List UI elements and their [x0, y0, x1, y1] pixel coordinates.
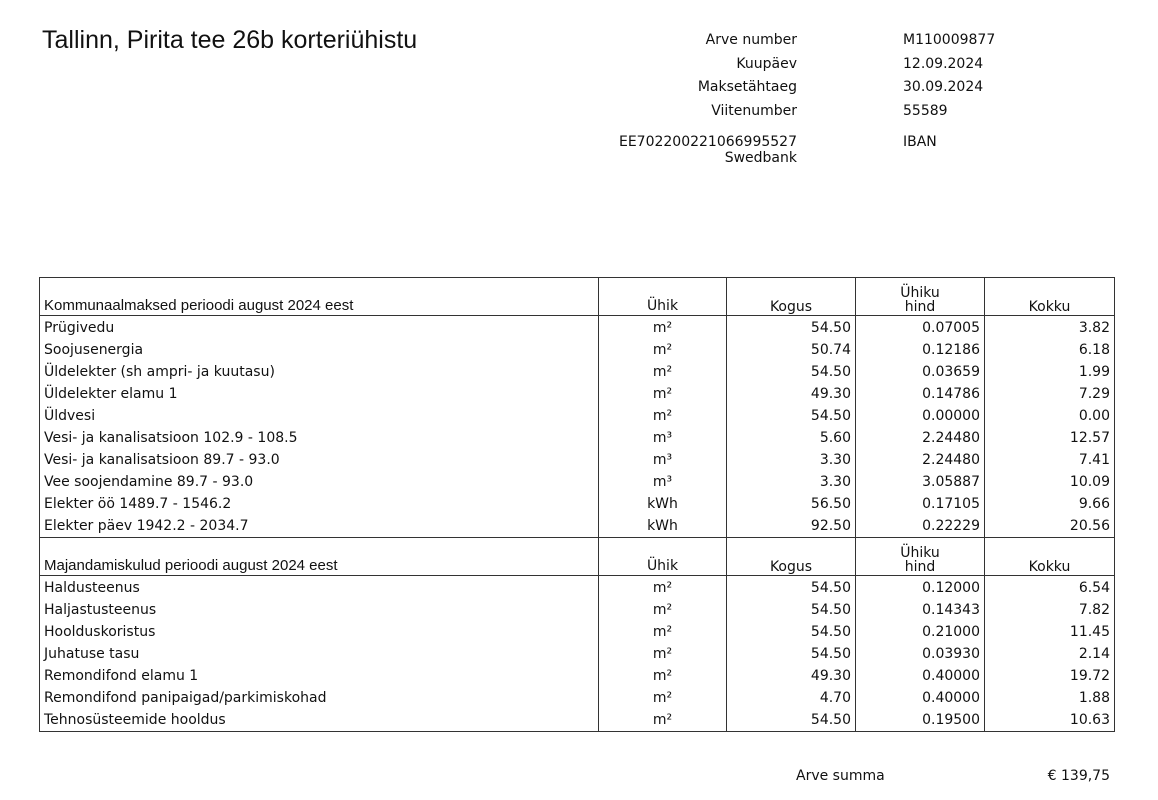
item-total: 3.82 [985, 316, 1115, 340]
item-total: 20.56 [985, 515, 1115, 538]
item-quantity: 50.74 [727, 339, 856, 361]
item-name: Üldvesi [40, 405, 599, 427]
item-unit-price: 0.21000 [856, 621, 985, 643]
col-total-header: Kokku [985, 538, 1115, 576]
bank-name: Swedbank [724, 150, 797, 166]
item-name: Prügivedu [40, 316, 599, 340]
item-quantity: 49.30 [727, 383, 856, 405]
item-total: 7.41 [985, 449, 1115, 471]
due-date-row [600, 78, 1080, 96]
management-section [40, 538, 1115, 732]
date-value: 12.09.2024 [903, 56, 984, 72]
table-row [40, 316, 1115, 340]
item-name: Tehnosüsteemide hooldus [40, 709, 599, 732]
item-unit: kWh [599, 493, 727, 515]
item-unit-price: 2.24480 [856, 427, 985, 449]
table-row [40, 621, 1115, 643]
item-name: Remondifond panipaigad/parkimiskohad [40, 687, 599, 709]
item-name: Haldusteenus [40, 576, 599, 600]
item-name: Vesi- ja kanalisatsioon 89.7 - 93.0 [40, 449, 599, 471]
col-total-header: Kokku [985, 278, 1115, 316]
item-quantity: 54.50 [727, 599, 856, 621]
item-quantity: 3.30 [727, 449, 856, 471]
table-row [40, 576, 1115, 600]
item-quantity: 92.50 [727, 515, 856, 538]
item-total: 2.14 [985, 643, 1115, 665]
item-total: 7.29 [985, 383, 1115, 405]
date-row [600, 55, 1080, 73]
table-row [40, 449, 1115, 471]
table-row [40, 515, 1115, 538]
item-name: Vee soojendamine 89.7 - 93.0 [40, 471, 599, 493]
item-quantity: 49.30 [727, 665, 856, 687]
due-date-label: Maksetähtaeg [697, 79, 797, 95]
item-total: 12.57 [985, 427, 1115, 449]
item-quantity: 54.50 [727, 621, 856, 643]
management-section-title: Majandamiskulud perioodi august 2024 eest [40, 538, 599, 576]
col-price-header-line1: Ühiku [900, 285, 940, 301]
col-unit-header: Ühik [599, 538, 727, 576]
item-name: Elekter päev 1942.2 - 2034.7 [40, 515, 599, 538]
item-unit: m² [599, 599, 727, 621]
page-title: Tallinn, Pirita tee 26b korteriühistu [42, 26, 418, 54]
item-quantity: 5.60 [727, 427, 856, 449]
item-unit-price: 3.05887 [856, 471, 985, 493]
col-price-header [856, 278, 985, 316]
item-unit-price: 0.17105 [856, 493, 985, 515]
invoice-number-value: M110009877 [903, 32, 996, 48]
table-row [40, 687, 1115, 709]
col-price-header [856, 538, 985, 576]
item-name: Vesi- ja kanalisatsioon 102.9 - 108.5 [40, 427, 599, 449]
item-unit-price: 0.07005 [856, 316, 985, 340]
item-unit-price: 0.19500 [856, 709, 985, 732]
charges-table [39, 277, 1115, 732]
reference-value: 55589 [903, 103, 948, 119]
col-price-header-line1: Ühiku [900, 545, 940, 561]
item-unit-price: 0.40000 [856, 687, 985, 709]
item-unit: m² [599, 709, 727, 732]
item-quantity: 54.50 [727, 643, 856, 665]
col-price-header-line2: hind [904, 299, 936, 315]
item-total: 10.63 [985, 709, 1115, 732]
item-unit: m³ [599, 471, 727, 493]
item-total: 0.00 [985, 405, 1115, 427]
item-unit: m² [599, 405, 727, 427]
item-unit: m² [599, 687, 727, 709]
item-unit: m² [599, 361, 727, 383]
date-label: Kuupäev [736, 56, 797, 72]
due-date-value: 30.09.2024 [903, 79, 984, 95]
invoice-number-label: Arve number [705, 32, 797, 48]
item-unit: m² [599, 576, 727, 600]
item-name: Elekter öö 1489.7 - 1546.2 [40, 493, 599, 515]
item-unit: m² [599, 339, 727, 361]
item-total: 10.09 [985, 471, 1115, 493]
table-row [40, 493, 1115, 515]
item-quantity: 54.50 [727, 361, 856, 383]
item-name: Remondifond elamu 1 [40, 665, 599, 687]
col-price-header-line2: hind [904, 559, 936, 575]
item-total: 1.99 [985, 361, 1115, 383]
item-unit-price: 2.24480 [856, 449, 985, 471]
item-unit: m² [599, 665, 727, 687]
item-unit-price: 0.03930 [856, 643, 985, 665]
table-row [40, 405, 1115, 427]
item-unit-price: 0.22229 [856, 515, 985, 538]
invoice-total-value: € 139,75 [1047, 768, 1110, 784]
item-unit: m² [599, 621, 727, 643]
item-quantity: 54.50 [727, 576, 856, 600]
iban-account: EE702200221066995527 [618, 134, 797, 150]
item-name: Soojusenergia [40, 339, 599, 361]
item-total: 9.66 [985, 493, 1115, 515]
table-row [40, 471, 1115, 493]
invoice-total-label: Arve summa [796, 768, 885, 784]
item-unit: m³ [599, 449, 727, 471]
utilities-section-title: Kommunaalmaksed perioodi august 2024 eest [40, 278, 599, 316]
item-total: 19.72 [985, 665, 1115, 687]
item-name: Üldelekter (sh ampri- ja kuutasu) [40, 361, 599, 383]
item-unit: m² [599, 643, 727, 665]
item-unit-price: 0.14786 [856, 383, 985, 405]
item-name: Üldelekter elamu 1 [40, 383, 599, 405]
item-unit-price: 0.14343 [856, 599, 985, 621]
item-unit-price: 0.00000 [856, 405, 985, 427]
item-quantity: 54.50 [727, 709, 856, 732]
table-row [40, 383, 1115, 405]
item-quantity: 3.30 [727, 471, 856, 493]
item-unit: m² [599, 383, 727, 405]
item-quantity: 54.50 [727, 405, 856, 427]
table-row [40, 339, 1115, 361]
table-row [40, 709, 1115, 732]
bank-account-block [619, 134, 797, 166]
reference-row [600, 102, 1080, 120]
item-name: Juhatuse tasu [40, 643, 599, 665]
item-name: Haljastusteenus [40, 599, 599, 621]
table-row [40, 599, 1115, 621]
item-total: 1.88 [985, 687, 1115, 709]
item-total: 6.54 [985, 576, 1115, 600]
item-total: 7.82 [985, 599, 1115, 621]
item-unit: kWh [599, 515, 727, 538]
item-quantity: 4.70 [727, 687, 856, 709]
reference-label: Viitenumber [711, 103, 797, 119]
utilities-section [40, 278, 1115, 538]
col-unit-header: Ühik [599, 278, 727, 316]
col-qty-header: Kogus [727, 538, 856, 576]
item-unit-price: 0.12186 [856, 339, 985, 361]
table-row [40, 665, 1115, 687]
col-qty-header: Kogus [727, 278, 856, 316]
iban-label: IBAN [903, 134, 937, 150]
item-name: Hoolduskoristus [40, 621, 599, 643]
management-header-row [40, 538, 1115, 576]
table-row [40, 361, 1115, 383]
invoice-number-row [600, 31, 1080, 49]
item-quantity: 56.50 [727, 493, 856, 515]
table-row [40, 427, 1115, 449]
table-row [40, 643, 1115, 665]
item-unit-price: 0.12000 [856, 576, 985, 600]
item-total: 6.18 [985, 339, 1115, 361]
item-total: 11.45 [985, 621, 1115, 643]
item-unit-price: 0.03659 [856, 361, 985, 383]
item-unit-price: 0.40000 [856, 665, 985, 687]
utilities-header-row [40, 278, 1115, 316]
item-unit: m³ [599, 427, 727, 449]
item-unit: m² [599, 316, 727, 340]
item-quantity: 54.50 [727, 316, 856, 340]
